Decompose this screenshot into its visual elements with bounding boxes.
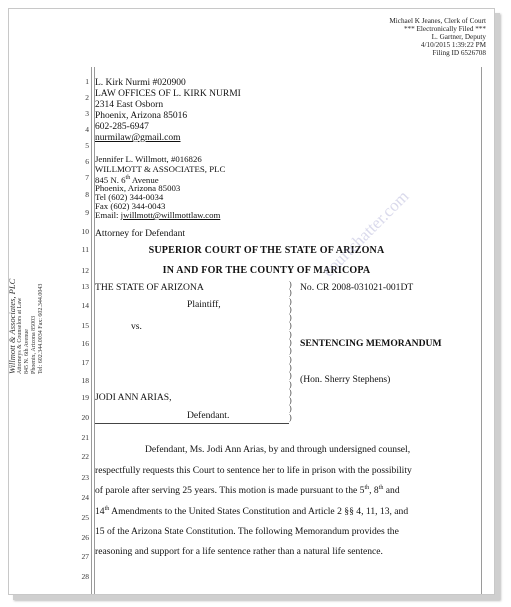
counsel2-email-row xyxy=(95,211,220,220)
counsel2-name: Jennifer L. Willmott, #016826 xyxy=(95,154,202,164)
counsel1-email[interactable]: nurmilaw@gmail.com xyxy=(95,133,181,143)
line-number: 1 xyxy=(85,77,89,86)
counsel2-address2: Phoenix, Arizona 85003 xyxy=(95,183,181,193)
body-line-25: 15 of the Arizona State Constitution. The following Memorandum provides the xyxy=(95,526,399,537)
sidebar-line: Attorneys & Counselors at Law xyxy=(17,297,23,374)
line-number: 28 xyxy=(81,572,89,581)
line-number: 8 xyxy=(85,190,89,199)
counsel2-email[interactable]: jwillmott@willmottlaw.com xyxy=(120,210,221,220)
line-number: 3 xyxy=(85,109,89,118)
line-number: 18 xyxy=(81,376,89,385)
line-number: 16 xyxy=(81,339,89,348)
line-number: 24 xyxy=(81,493,89,502)
document-page xyxy=(8,8,495,595)
sidebar-firm: Willmott & Associates, PLC xyxy=(7,278,17,374)
line-number: 5 xyxy=(85,141,89,150)
sidebar-line: 845 N. 6th Avenue xyxy=(24,329,30,374)
defendant-role: Defendant. xyxy=(187,410,230,421)
line-number: 14 xyxy=(81,301,89,310)
court-name-line2: IN AND FOR THE COUNTY OF MARICOPA xyxy=(162,265,371,276)
body-line-24-b: Amendments to the United States Constitution and Article 2 §§ 4, 11, 13, and xyxy=(109,506,409,518)
firm-sidebar xyxy=(7,74,45,374)
counsel1-name: L. Kirk Nurmi #020900 xyxy=(95,78,186,88)
counsel1-address2: Phoenix, Arizona 85016 xyxy=(95,111,188,121)
body-line-23-a: of parole after serving 25 years. This motion is made pursuant to the 5 xyxy=(95,485,365,497)
body-line-23 xyxy=(95,485,400,496)
judge-name: (Hon. Sherry Stephens) xyxy=(300,374,391,385)
line-number: 2 xyxy=(85,93,89,102)
line-number: 4 xyxy=(85,125,89,134)
line-number: 13 xyxy=(81,282,89,291)
sidebar-line: Phoenix, Arizona 85003 xyxy=(31,315,37,374)
case-number: No. CR 2008-031021-001DT xyxy=(300,282,414,293)
line-number: 10 xyxy=(81,227,89,236)
line-number: 20 xyxy=(81,413,89,422)
watermark: courtchatter.com xyxy=(318,186,413,281)
sidebar-line: Tel: 602.344.0034 Fax: 602.344.0043 xyxy=(38,283,44,374)
stamp-line: *** Electronically Filed *** xyxy=(403,25,486,33)
superscript: th xyxy=(364,485,370,491)
line-number: 19 xyxy=(81,393,89,402)
counsel2-address1-text: 845 N. 6 xyxy=(95,174,126,185)
stamp-line: L. Gartner, Deputy xyxy=(431,33,486,41)
line-number: 17 xyxy=(81,358,89,367)
counsel1-phone: 602-285-6947 xyxy=(95,122,149,132)
line-number: 12 xyxy=(81,266,89,275)
body-line-22: respectfully requests this Court to sentence her to life in prison with the possibility xyxy=(95,465,412,476)
counsel2-address1-sup: th xyxy=(125,175,131,181)
versus: vs. xyxy=(131,321,142,332)
plaintiff-name: THE STATE OF ARIZONA xyxy=(95,282,204,293)
counsel2-email-label: Email: xyxy=(95,210,121,220)
caption-bracket: ) ) ) ) ) ) ) ) ) ) ) ) ) ) ) ) ) xyxy=(289,280,292,422)
body-line-23-c: and xyxy=(383,485,400,497)
body-line-24-a: 14 xyxy=(95,506,105,518)
body-line-23-b: , 8 xyxy=(369,485,379,497)
line-number: 9 xyxy=(85,208,89,217)
line-number: 6 xyxy=(85,157,89,166)
plaintiff-role: Plaintiff, xyxy=(187,299,221,310)
line-number: 22 xyxy=(81,452,89,461)
superscript: th xyxy=(104,506,110,512)
line-number: 11 xyxy=(81,245,89,254)
stamp-line: 4/10/2015 1:39:22 PM xyxy=(420,41,486,49)
counsel1-firm: LAW OFFICES OF L. KIRK NURMI xyxy=(95,89,241,99)
counsel1-address1: 2314 East Osborn xyxy=(95,100,164,110)
filing-stamp xyxy=(389,17,486,57)
superscript: th xyxy=(378,485,384,491)
body-line-21: Defendant, Ms. Jodi Ann Arias, by and through undersigned counsel, xyxy=(145,444,411,455)
attorney-for: Attorney for Defendant xyxy=(95,228,186,239)
line-number: 27 xyxy=(81,552,89,561)
right-margin-rule xyxy=(481,67,482,594)
counsel2-address1-rest: Avenue xyxy=(130,174,159,185)
line-number: 21 xyxy=(81,433,89,442)
body-line-26: reasoning and support for a life sentence rather than a natural life sentence. xyxy=(95,546,383,557)
line-number: 26 xyxy=(81,533,89,542)
line-number: 15 xyxy=(81,321,89,330)
body-line-24 xyxy=(95,506,408,517)
left-margin-rule xyxy=(91,67,92,594)
counsel2-fax: Fax (602) 344-0043 xyxy=(95,201,166,211)
caption-underline xyxy=(95,423,289,424)
defendant-name: JODI ANN ARIAS, xyxy=(95,392,172,403)
line-number: 23 xyxy=(81,473,89,482)
court-name-line1: SUPERIOR COURT OF THE STATE OF ARIZONA xyxy=(148,245,385,256)
line-number: 25 xyxy=(81,513,89,522)
counsel2-firm: WILLMOTT & ASSOCIATES, PLC xyxy=(95,164,226,174)
line-number: 7 xyxy=(85,173,89,182)
stamp-line: Filing ID 6526708 xyxy=(432,49,486,57)
stamp-line: Michael K Jeanes, Clerk of Court xyxy=(389,17,486,25)
document-title: SENTENCING MEMORANDUM xyxy=(300,338,442,349)
counsel2-tel: Tel (602) 344-0034 xyxy=(95,192,164,202)
